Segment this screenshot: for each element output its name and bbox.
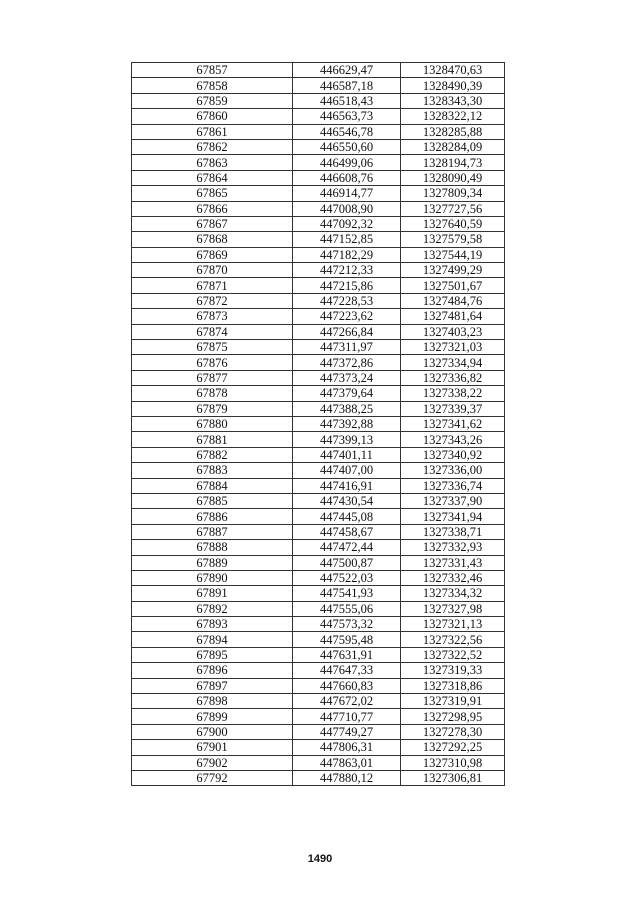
table-row bbox=[132, 663, 505, 678]
point-number-cell: 67881 bbox=[132, 432, 293, 447]
x-coordinate-cell: 446546,78 bbox=[293, 124, 401, 139]
y-coordinate-cell: 1327331,43 bbox=[401, 555, 505, 570]
point-number-cell: 67899 bbox=[132, 709, 293, 724]
point-number-cell: 67858 bbox=[132, 78, 293, 93]
x-coordinate-cell: 446550,60 bbox=[293, 139, 401, 154]
y-coordinate-cell: 1327310,98 bbox=[401, 755, 505, 770]
x-coordinate-cell: 447266,84 bbox=[293, 324, 401, 339]
table-row bbox=[132, 509, 505, 524]
x-coordinate-cell: 447223,62 bbox=[293, 309, 401, 324]
x-coordinate-cell: 446914,77 bbox=[293, 186, 401, 201]
point-number-cell: 67902 bbox=[132, 755, 293, 770]
point-number-cell: 67875 bbox=[132, 340, 293, 355]
table-row bbox=[132, 586, 505, 601]
x-coordinate-cell: 447749,27 bbox=[293, 724, 401, 739]
point-number-cell: 67870 bbox=[132, 263, 293, 278]
table-row bbox=[132, 540, 505, 555]
x-coordinate-cell: 446629,47 bbox=[293, 63, 401, 78]
x-coordinate-cell: 447401,11 bbox=[293, 447, 401, 462]
point-number-cell: 67892 bbox=[132, 601, 293, 616]
point-number-cell: 67868 bbox=[132, 232, 293, 247]
y-coordinate-cell: 1327484,76 bbox=[401, 293, 505, 308]
point-number-cell: 67860 bbox=[132, 109, 293, 124]
table-row bbox=[132, 93, 505, 108]
y-coordinate-cell: 1327481,64 bbox=[401, 309, 505, 324]
table-row bbox=[132, 447, 505, 462]
point-number-cell: 67889 bbox=[132, 555, 293, 570]
point-number-cell: 67882 bbox=[132, 447, 293, 462]
x-coordinate-cell: 447212,33 bbox=[293, 263, 401, 278]
x-coordinate-cell: 446499,06 bbox=[293, 155, 401, 170]
y-coordinate-cell: 1328090,49 bbox=[401, 170, 505, 185]
y-coordinate-cell: 1327332,93 bbox=[401, 540, 505, 555]
table-row bbox=[132, 201, 505, 216]
point-number-cell: 67873 bbox=[132, 309, 293, 324]
table-row bbox=[132, 601, 505, 616]
table-row bbox=[132, 355, 505, 370]
x-coordinate-cell: 447311,97 bbox=[293, 340, 401, 355]
y-coordinate-cell: 1327327,98 bbox=[401, 601, 505, 616]
y-coordinate-cell: 1327337,90 bbox=[401, 493, 505, 508]
y-coordinate-cell: 1327338,71 bbox=[401, 524, 505, 539]
y-coordinate-cell: 1327298,95 bbox=[401, 709, 505, 724]
y-coordinate-cell: 1328343,30 bbox=[401, 93, 505, 108]
table-row bbox=[132, 724, 505, 739]
table-row bbox=[132, 370, 505, 385]
point-number-cell: 67894 bbox=[132, 632, 293, 647]
x-coordinate-cell: 447573,32 bbox=[293, 617, 401, 632]
point-number-cell: 67900 bbox=[132, 724, 293, 739]
x-coordinate-cell: 447458,67 bbox=[293, 524, 401, 539]
y-coordinate-cell: 1327340,92 bbox=[401, 447, 505, 462]
y-coordinate-cell: 1327579,58 bbox=[401, 232, 505, 247]
x-coordinate-cell: 447522,03 bbox=[293, 570, 401, 585]
y-coordinate-cell: 1327292,25 bbox=[401, 740, 505, 755]
x-coordinate-cell: 446518,43 bbox=[293, 93, 401, 108]
table-row bbox=[132, 709, 505, 724]
x-coordinate-cell: 447595,48 bbox=[293, 632, 401, 647]
x-coordinate-cell: 447863,01 bbox=[293, 755, 401, 770]
table-row bbox=[132, 740, 505, 755]
x-coordinate-cell: 446563,73 bbox=[293, 109, 401, 124]
x-coordinate-cell: 447806,31 bbox=[293, 740, 401, 755]
table-row bbox=[132, 309, 505, 324]
point-number-cell: 67896 bbox=[132, 663, 293, 678]
point-number-cell: 67884 bbox=[132, 478, 293, 493]
point-number-cell: 67893 bbox=[132, 617, 293, 632]
y-coordinate-cell: 1327499,29 bbox=[401, 263, 505, 278]
y-coordinate-cell: 1327341,94 bbox=[401, 509, 505, 524]
point-number-cell: 67792 bbox=[132, 770, 293, 785]
table-row bbox=[132, 139, 505, 154]
point-number-cell: 67895 bbox=[132, 647, 293, 662]
point-number-cell: 67867 bbox=[132, 216, 293, 231]
y-coordinate-cell: 1327336,00 bbox=[401, 463, 505, 478]
table-row bbox=[132, 247, 505, 262]
point-number-cell: 67872 bbox=[132, 293, 293, 308]
y-coordinate-cell: 1327336,74 bbox=[401, 478, 505, 493]
table-row bbox=[132, 63, 505, 78]
y-coordinate-cell: 1327322,56 bbox=[401, 632, 505, 647]
point-number-cell: 67897 bbox=[132, 678, 293, 693]
x-coordinate-cell: 447392,88 bbox=[293, 416, 401, 431]
x-coordinate-cell: 447407,00 bbox=[293, 463, 401, 478]
point-number-cell: 67864 bbox=[132, 170, 293, 185]
table-row bbox=[132, 78, 505, 93]
table-row bbox=[132, 416, 505, 431]
table-row bbox=[132, 186, 505, 201]
x-coordinate-cell: 447092,32 bbox=[293, 216, 401, 231]
point-number-cell: 67876 bbox=[132, 355, 293, 370]
x-coordinate-cell: 447541,93 bbox=[293, 586, 401, 601]
table-row bbox=[132, 293, 505, 308]
y-coordinate-cell: 1327343,26 bbox=[401, 432, 505, 447]
x-coordinate-cell: 447555,06 bbox=[293, 601, 401, 616]
y-coordinate-cell: 1328194,73 bbox=[401, 155, 505, 170]
table-row bbox=[132, 524, 505, 539]
x-coordinate-cell: 447430,54 bbox=[293, 493, 401, 508]
x-coordinate-cell: 447379,64 bbox=[293, 386, 401, 401]
table-row bbox=[132, 478, 505, 493]
point-number-cell: 67887 bbox=[132, 524, 293, 539]
x-coordinate-cell: 447388,25 bbox=[293, 401, 401, 416]
table-row bbox=[132, 340, 505, 355]
y-coordinate-cell: 1327727,56 bbox=[401, 201, 505, 216]
y-coordinate-cell: 1327501,67 bbox=[401, 278, 505, 293]
y-coordinate-cell: 1328284,09 bbox=[401, 139, 505, 154]
point-number-cell: 67891 bbox=[132, 586, 293, 601]
y-coordinate-cell: 1327332,46 bbox=[401, 570, 505, 585]
y-coordinate-cell: 1328470,63 bbox=[401, 63, 505, 78]
point-number-cell: 67878 bbox=[132, 386, 293, 401]
x-coordinate-cell: 446587,18 bbox=[293, 78, 401, 93]
x-coordinate-cell: 447445,08 bbox=[293, 509, 401, 524]
table-row bbox=[132, 694, 505, 709]
y-coordinate-cell: 1327334,94 bbox=[401, 355, 505, 370]
y-coordinate-cell: 1327403,23 bbox=[401, 324, 505, 339]
point-number-cell: 67859 bbox=[132, 93, 293, 108]
table-row bbox=[132, 463, 505, 478]
x-coordinate-cell: 447647,33 bbox=[293, 663, 401, 678]
x-coordinate-cell: 447373,24 bbox=[293, 370, 401, 385]
x-coordinate-cell: 447152,85 bbox=[293, 232, 401, 247]
point-number-cell: 67861 bbox=[132, 124, 293, 139]
point-number-cell: 67865 bbox=[132, 186, 293, 201]
point-number-cell: 67883 bbox=[132, 463, 293, 478]
y-coordinate-cell: 1327322,52 bbox=[401, 647, 505, 662]
coordinates-table bbox=[131, 62, 505, 786]
table-row bbox=[132, 617, 505, 632]
table-row bbox=[132, 170, 505, 185]
y-coordinate-cell: 1327341,62 bbox=[401, 416, 505, 431]
x-coordinate-cell: 447182,29 bbox=[293, 247, 401, 262]
x-coordinate-cell: 447631,91 bbox=[293, 647, 401, 662]
point-number-cell: 67866 bbox=[132, 201, 293, 216]
y-coordinate-cell: 1327306,81 bbox=[401, 770, 505, 785]
y-coordinate-cell: 1327544,19 bbox=[401, 247, 505, 262]
coordinates-table-body bbox=[132, 63, 505, 786]
x-coordinate-cell: 447399,13 bbox=[293, 432, 401, 447]
point-number-cell: 67857 bbox=[132, 63, 293, 78]
page-number: 1490 bbox=[307, 853, 333, 865]
point-number-cell: 67874 bbox=[132, 324, 293, 339]
table-row bbox=[132, 263, 505, 278]
x-coordinate-cell: 447372,86 bbox=[293, 355, 401, 370]
table-row bbox=[132, 770, 505, 785]
x-coordinate-cell: 447500,87 bbox=[293, 555, 401, 570]
table-row bbox=[132, 755, 505, 770]
point-number-cell: 67880 bbox=[132, 416, 293, 431]
x-coordinate-cell: 446608,76 bbox=[293, 170, 401, 185]
y-coordinate-cell: 1327334,32 bbox=[401, 586, 505, 601]
x-coordinate-cell: 447215,86 bbox=[293, 278, 401, 293]
point-number-cell: 67886 bbox=[132, 509, 293, 524]
x-coordinate-cell: 447710,77 bbox=[293, 709, 401, 724]
y-coordinate-cell: 1327321,13 bbox=[401, 617, 505, 632]
table-row bbox=[132, 109, 505, 124]
table-row bbox=[132, 570, 505, 585]
table-row bbox=[132, 155, 505, 170]
x-coordinate-cell: 447880,12 bbox=[293, 770, 401, 785]
y-coordinate-cell: 1327321,03 bbox=[401, 340, 505, 355]
table-row bbox=[132, 493, 505, 508]
point-number-cell: 67885 bbox=[132, 493, 293, 508]
point-number-cell: 67877 bbox=[132, 370, 293, 385]
y-coordinate-cell: 1328322,12 bbox=[401, 109, 505, 124]
y-coordinate-cell: 1327338,22 bbox=[401, 386, 505, 401]
table-row bbox=[132, 232, 505, 247]
point-number-cell: 67890 bbox=[132, 570, 293, 585]
y-coordinate-cell: 1327336,82 bbox=[401, 370, 505, 385]
x-coordinate-cell: 447660,83 bbox=[293, 678, 401, 693]
y-coordinate-cell: 1327809,34 bbox=[401, 186, 505, 201]
y-coordinate-cell: 1327278,30 bbox=[401, 724, 505, 739]
table-row bbox=[132, 632, 505, 647]
point-number-cell: 67901 bbox=[132, 740, 293, 755]
point-number-cell: 67898 bbox=[132, 694, 293, 709]
table-row bbox=[132, 324, 505, 339]
table-row bbox=[132, 401, 505, 416]
table-row bbox=[132, 432, 505, 447]
y-coordinate-cell: 1328490,39 bbox=[401, 78, 505, 93]
point-number-cell: 67871 bbox=[132, 278, 293, 293]
x-coordinate-cell: 447416,91 bbox=[293, 478, 401, 493]
point-number-cell: 67879 bbox=[132, 401, 293, 416]
y-coordinate-cell: 1327319,33 bbox=[401, 663, 505, 678]
point-number-cell: 67863 bbox=[132, 155, 293, 170]
table-row bbox=[132, 678, 505, 693]
table-row bbox=[132, 216, 505, 231]
x-coordinate-cell: 447228,53 bbox=[293, 293, 401, 308]
y-coordinate-cell: 1327640,59 bbox=[401, 216, 505, 231]
point-number-cell: 67888 bbox=[132, 540, 293, 555]
table-row bbox=[132, 386, 505, 401]
x-coordinate-cell: 447672,02 bbox=[293, 694, 401, 709]
point-number-cell: 67869 bbox=[132, 247, 293, 262]
y-coordinate-cell: 1327339,37 bbox=[401, 401, 505, 416]
table-row bbox=[132, 555, 505, 570]
table-row bbox=[132, 278, 505, 293]
y-coordinate-cell: 1327318,86 bbox=[401, 678, 505, 693]
x-coordinate-cell: 447008,90 bbox=[293, 201, 401, 216]
y-coordinate-cell: 1327319,91 bbox=[401, 694, 505, 709]
table-row bbox=[132, 124, 505, 139]
table-row bbox=[132, 647, 505, 662]
y-coordinate-cell: 1328285,88 bbox=[401, 124, 505, 139]
point-number-cell: 67862 bbox=[132, 139, 293, 154]
x-coordinate-cell: 447472,44 bbox=[293, 540, 401, 555]
